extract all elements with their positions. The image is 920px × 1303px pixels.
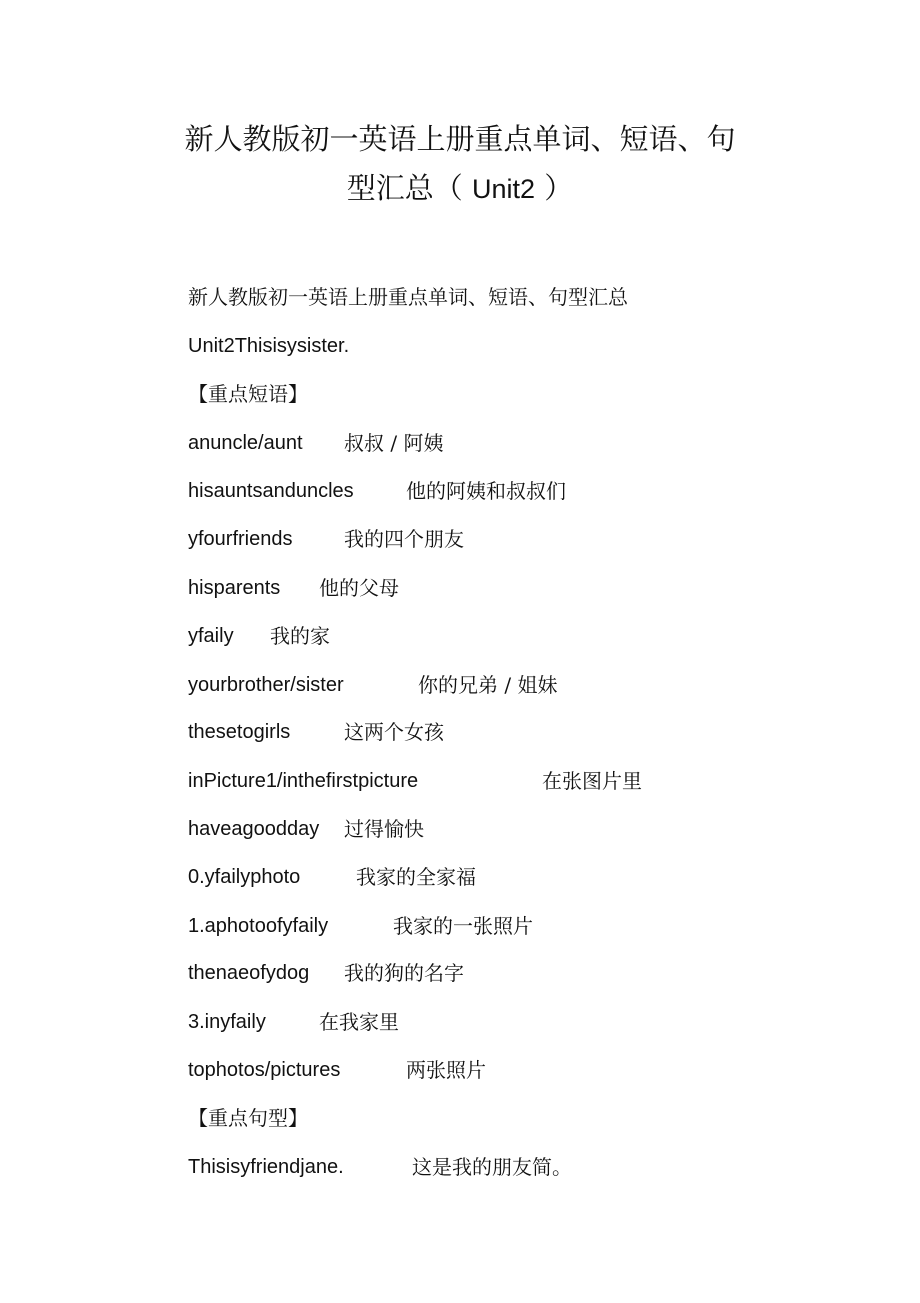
title-text-line1: 新人教版初一英语上册重点单词、短语、句	[184, 122, 736, 156]
sentence-chinese: 这是我的朋友简。	[412, 1155, 572, 1179]
phrase-english: inPicture1/inthefirstpicture	[188, 770, 419, 792]
phrase-english: yfaily	[188, 625, 234, 647]
phrase-chinese: 在张图片里	[542, 769, 642, 793]
phrase-chinese: 我的四个朋友	[344, 527, 464, 551]
phrase-chinese: 两张照片	[406, 1058, 486, 1082]
phrase-chinese: 我家的一张照片	[393, 914, 533, 938]
title-text-line2-zh: 型汇总（	[346, 171, 463, 205]
document-title-line1	[0, 119, 920, 159]
document-title-line2	[0, 168, 920, 209]
sentence-english: Thisisyfriendjane.	[188, 1156, 344, 1178]
phrase-english: tophotos/pictures	[188, 1059, 341, 1081]
phrase-english: hisparents	[188, 577, 281, 599]
unit-heading-text: Unit2Thisisysister.	[188, 335, 350, 357]
title-text-line2-end: ）	[544, 171, 574, 205]
title-text-line2-unit: Unit2	[471, 174, 536, 204]
phrase-chinese: 他的父母	[319, 576, 399, 600]
phrase-chinese: 过得愉快	[344, 817, 424, 841]
phrase-english: thenaeofydog	[188, 962, 310, 984]
phrase-english: haveagoodday	[188, 818, 320, 840]
phrase-english: 3.inyfaily	[188, 1011, 266, 1033]
phrase-english: 1.aphotoofyfaily	[188, 915, 329, 937]
phrase-english: yfourfriends	[188, 528, 293, 550]
phrase-chinese: 在我家里	[319, 1010, 399, 1034]
phrase-chinese: 叔叔 / 阿姨	[344, 431, 444, 455]
phrase-english: hisauntsanduncles	[188, 480, 354, 502]
phrase-chinese: 他的阿姨和叔叔们	[406, 479, 566, 503]
section-phrases-text: 【重点短语】	[188, 382, 308, 406]
phrase-chinese: 我家的全家福	[356, 865, 476, 889]
phrase-english: 0.yfailyphoto	[188, 866, 301, 888]
phrase-chinese: 你的兄弟 / 姐妹	[418, 673, 558, 697]
subtitle-text: 新人教版初一英语上册重点单词、短语、句型汇总	[188, 285, 628, 309]
phrase-chinese: 我的家	[270, 624, 330, 648]
phrase-english: yourbrother/sister	[188, 674, 344, 696]
phrase-chinese: 我的狗的名字	[344, 961, 464, 985]
phrase-english: anuncle/aunt	[188, 432, 303, 454]
section-sentences-text: 【重点句型】	[188, 1106, 308, 1130]
phrase-chinese: 这两个女孩	[344, 720, 444, 744]
phrase-english: thesetogirls	[188, 721, 291, 743]
